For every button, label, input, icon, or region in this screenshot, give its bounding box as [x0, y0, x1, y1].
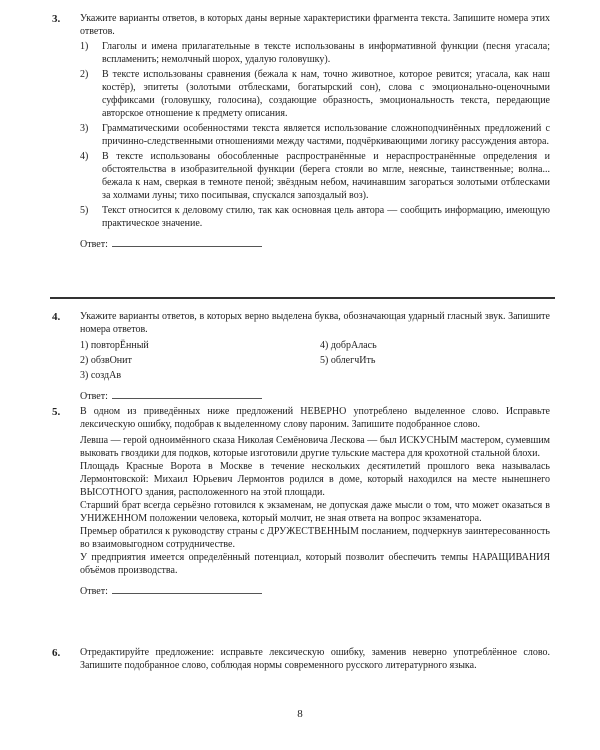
- word-option: 4) добрАлась: [320, 340, 377, 351]
- word-option: 3) создАв: [80, 370, 122, 381]
- option-4: [80, 150, 550, 202]
- sentence: Левша — герой одноимённого сказа Николая Семёновича Лескова — был ИСКУСНЫМ мастером, сумевшим выковать гвоздики для подков, которые изготовили другие тульские мастера для крохотной стальной блохи.: [80, 435, 550, 459]
- answer-field[interactable]: [112, 583, 262, 594]
- task-instruction: В одном из приведённых ниже предложений НЕВЕРНО употреблено выделенное слово. Исправьте лексическую ошибку, подобрав к выделенному слову пароним. Запишите подобранное слово.: [80, 406, 550, 430]
- option-text: В тексте использованы обособленные распространённые и нераспространённые определения и обстоятельства в изобразительной функции (берега стояли во мгле, неясные, таинственные; волна... бежала к нам, сверкая в темноте пеной; звёздным небом, начинавшим загораться золотыми отблесками за холмами луны; тихо посипывая, спускался запоздалый воз).: [102, 151, 550, 201]
- task-number: 5.: [52, 406, 61, 418]
- word-list: [80, 339, 550, 382]
- task-number: 4.: [52, 311, 61, 323]
- option-5: [80, 204, 550, 230]
- sentences-list: [80, 434, 550, 577]
- answer-field[interactable]: [112, 388, 262, 399]
- option-3: [80, 122, 550, 148]
- sentence: Премьер обратился к руководству страны с ДРУЖЕСТВЕННЫМ посланием, подчеркнув заинтересованность во взаимовыгодном сотрудничестве.: [80, 526, 550, 550]
- answer-row: [80, 236, 550, 251]
- answer-label: Ответ:: [80, 391, 108, 402]
- option-1: [80, 40, 550, 66]
- option-2: [80, 68, 550, 120]
- answer-label: Ответ:: [80, 586, 108, 597]
- option-number: 4): [80, 151, 89, 162]
- word-option: 5) облегчИть: [320, 355, 376, 366]
- sentence: У предприятия имеется определённый потенциал, который позволит обеспечить темпы НАРАЩИВАНИЯ объёмов производства.: [80, 552, 550, 576]
- answer-row: [80, 388, 550, 403]
- task-instruction: Укажите варианты ответов, в которых даны верные характеристики фрагмента текста. Запишите номера этих ответов.: [80, 13, 550, 37]
- task-number: 6.: [52, 647, 61, 659]
- option-number: 5): [80, 205, 89, 216]
- option-number: 1): [80, 41, 89, 52]
- section-divider: [50, 297, 555, 299]
- task-number: 3.: [52, 13, 61, 25]
- answer-field[interactable]: [112, 236, 262, 247]
- task-instruction: Укажите варианты ответов, в которых верно выделена буква, обозначающая ударный гласный звук. Запишите номера ответов.: [80, 311, 550, 335]
- option-number: 3): [80, 123, 89, 134]
- word-option: 1) повторЁнный: [80, 340, 149, 351]
- option-number: 2): [80, 69, 89, 80]
- answer-label: Ответ:: [80, 239, 108, 250]
- word-option: 2) обзвОнит: [80, 355, 132, 366]
- page-number: 8: [297, 708, 303, 720]
- option-text: Грамматическими особенностями текста является использование сложноподчинённых предложений с причинно-следственными отношениями между частями, подчёркивающими логику рассуждения автора.: [102, 123, 550, 147]
- options-list: [80, 40, 550, 230]
- option-text: Текст относится к деловому стилю, так как основная цель автора — сообщить информацию, имеющую практическое значение.: [102, 205, 550, 229]
- sentence: Старший брат всегда серьёзно готовился к экзаменам, не допуская даже мысли о том, что может оказаться в УНИЖЕННОМ положении человека, который молчит, не зная ответа на вопрос экзаменатора.: [80, 500, 550, 524]
- option-text: В тексте использованы сравнения (бежала к нам, точно животное, которое ревится; угасала, как наш костёр), эпитеты (золотыми отблесками, богатырский сон), слова с эмоционально-оценочными суффиксами (головушку, голосина), создающие образность, эмоциональность текста, передающие авторское отношение к предмету описания.: [102, 69, 550, 119]
- task-instruction: Отредактируйте предложение: исправьте лексическую ошибку, заменив неверно употреблённое слово. Запишите подобранное слово, соблюдая нормы современного русского литературного языка.: [80, 647, 550, 671]
- answer-row: [80, 583, 550, 598]
- option-text: Глаголы и имена прилагательные в тексте использованы в информативной функции (песня угасала; вспламенить; немолчный шорох, удалую головушку).: [102, 41, 550, 65]
- sentence: Площадь Красные Ворота в Москве в течение нескольких десятилетий прошлого века называлась Лермонтовской: Михаил Юрьевич Лермонтов родился в доме, который находился на месте нынешнего ВЫСОТНОГО здания, расположенного на этой площади.: [80, 461, 550, 498]
